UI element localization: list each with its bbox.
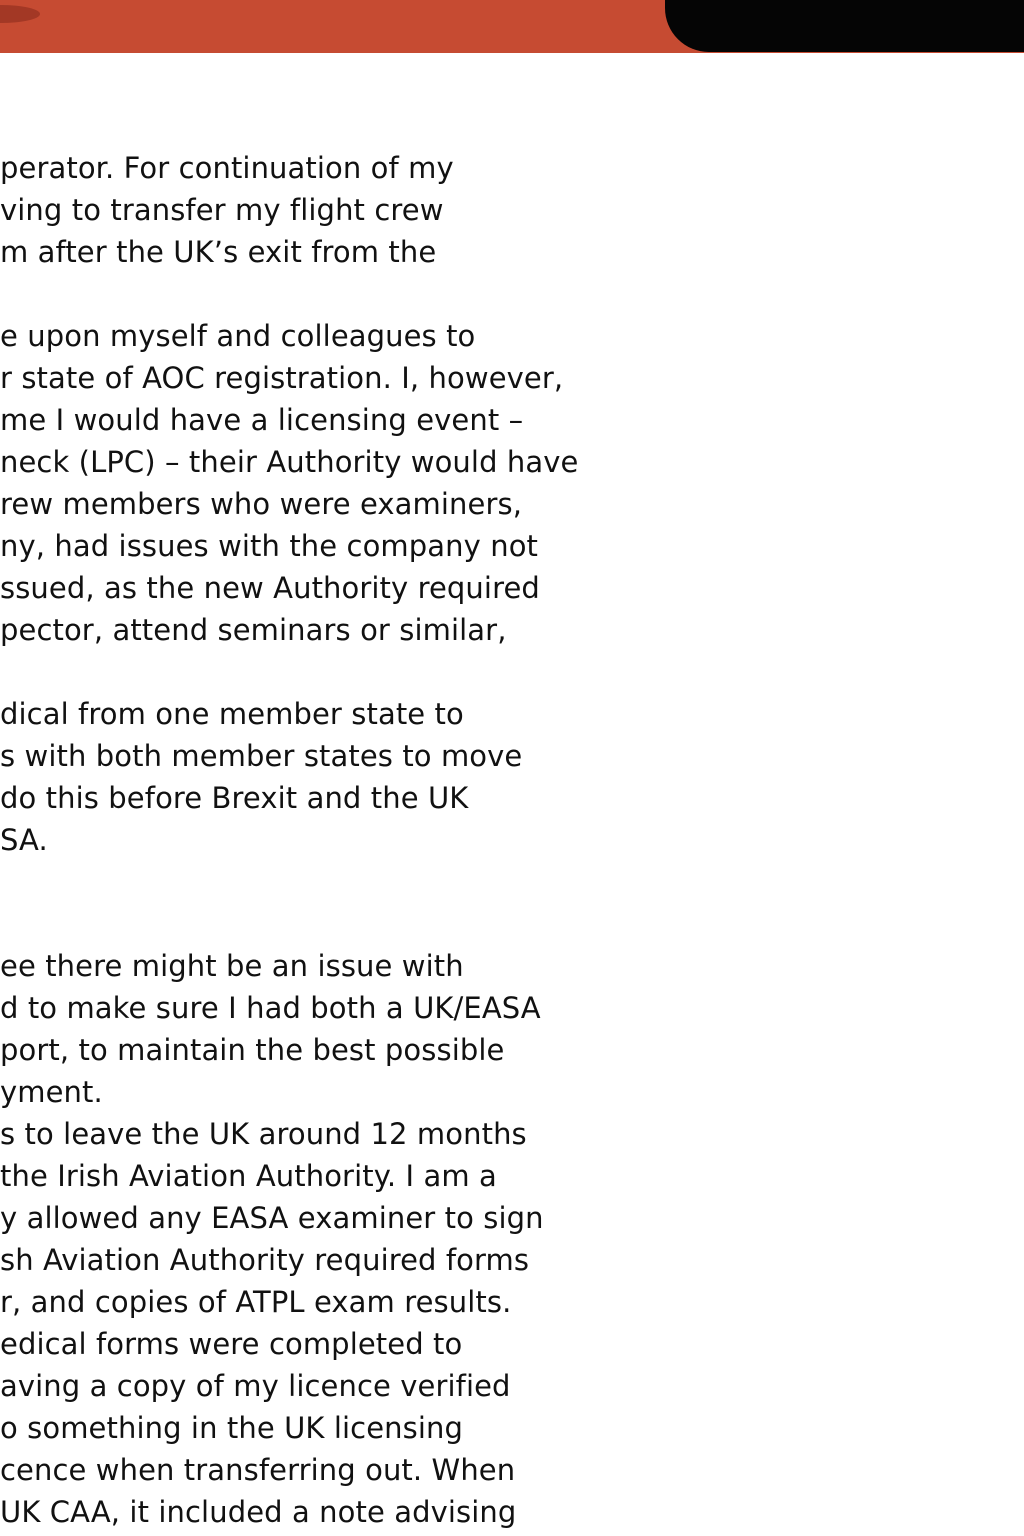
text-line: s with both member states to move (0, 739, 523, 773)
text-line: rew members who were examiners, (0, 487, 523, 521)
text-line: y allowed any EASA examiner to sign (0, 1201, 544, 1235)
text-line: m after the UK’s exit from the (0, 235, 437, 269)
text-line: neck (LPC) – their Authority would have (0, 445, 579, 479)
text-line: yment. (0, 1075, 103, 1109)
text-line: d to make sure I had both a UK/EASA (0, 991, 541, 1025)
text-line: ee there might be an issue with (0, 949, 464, 983)
text-line: pector, attend seminars or similar, (0, 613, 507, 647)
text-line: UK CAA, it included a note advising (0, 1495, 517, 1529)
text-line: ssued, as the new Authority required (0, 571, 540, 605)
text-line: me I would have a licensing event – (0, 403, 524, 437)
text-line: ving to transfer my flight crew (0, 193, 444, 227)
text-line: ny, had issues with the company not (0, 529, 539, 563)
text-line: cence when transferring out. When (0, 1453, 516, 1487)
text-line: aving a copy of my licence verified (0, 1369, 511, 1403)
text-line: e upon myself and colleagues to (0, 319, 476, 353)
text-line: do this before Brexit and the UK (0, 781, 469, 815)
text-line: sh Aviation Authority required forms (0, 1243, 530, 1277)
text-line: r state of AOC registration. I, however, (0, 361, 564, 395)
text-line: dical from one member state to (0, 697, 464, 731)
text-line: port, to maintain the best possible (0, 1033, 505, 1067)
text-line: edical forms were completed to (0, 1327, 463, 1361)
text-line: o something in the UK licensing (0, 1411, 463, 1445)
text-line: s to leave the UK around 12 months (0, 1117, 527, 1151)
text-line: the Irish Aviation Authority. I am a (0, 1159, 497, 1193)
text-line: SA. (0, 823, 48, 857)
text-line: perator. For continuation of my (0, 151, 454, 185)
text-line: r, and copies of ATPL exam results. (0, 1285, 512, 1319)
